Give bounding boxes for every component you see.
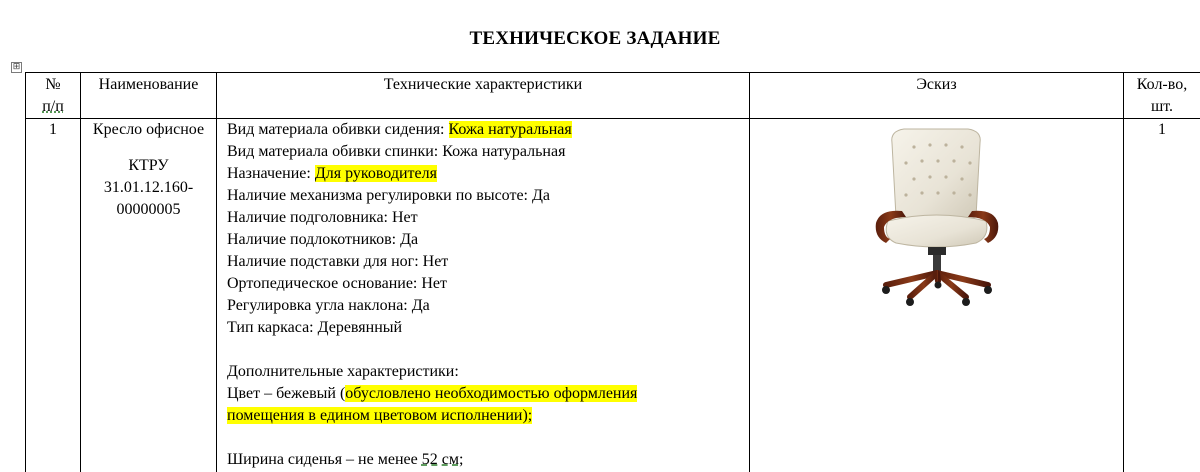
- table-move-handle-icon[interactable]: ⊞: [12, 62, 21, 72]
- row-num: 1: [49, 121, 57, 138]
- header-sketch: Эскиз: [916, 76, 957, 93]
- header-num-line1: №: [45, 76, 61, 93]
- row-sketch: [750, 119, 1123, 319]
- spec-frame: Тип каркаса: Деревянный: [227, 319, 403, 336]
- header-qty: [1124, 74, 1200, 118]
- spec-color-note: [227, 405, 747, 427]
- document-title: ТЕХНИЧЕСКОЕ ЗАДАНИЕ: [469, 28, 721, 49]
- spec-seat-material: Вид материала обивки сидения: Кожа натуральная: [227, 121, 572, 138]
- header-num: [26, 74, 80, 118]
- spec-extra-heading: Дополнительные характеристики:: [227, 363, 459, 380]
- header-name: Наименование: [98, 76, 199, 93]
- spec-seat-width: Ширина сиденья – не менее 52 см;: [227, 451, 464, 468]
- ktru-label: КТРУ: [128, 157, 169, 174]
- spec-footrest: Наличие подставки для ног: Нет: [227, 253, 449, 270]
- header-num-line2: п/п: [42, 98, 64, 115]
- highlighted-value: помещения в едином цветовом исполнении);: [227, 407, 533, 424]
- header-qty-line2: шт.: [1150, 98, 1174, 115]
- table-border: [216, 72, 217, 472]
- spec-armrests: Наличие подлокотников: Да: [227, 231, 419, 248]
- row-qty: 1: [1158, 121, 1166, 138]
- highlighted-value: Для руководителя: [314, 165, 437, 182]
- header-qty-line1: Кол-во,: [1136, 76, 1188, 93]
- highlighted-value: обусловлено необходимостью оформления: [345, 385, 638, 402]
- spec-orthopedic: Ортопедическое основание: Нет: [227, 275, 448, 292]
- header-specs: Технические характеристики: [383, 76, 583, 93]
- highlighted-value: Кожа натуральная: [448, 121, 572, 138]
- row-name: [81, 119, 216, 221]
- spec-height-adjust: Наличие механизма регулировки по высоте: Да: [227, 187, 551, 204]
- office-chair-image: [872, 125, 1002, 310]
- row-specs: [227, 119, 747, 471]
- spec-tilt: Регулировка угла наклона: Да: [227, 297, 430, 314]
- spec-purpose: Назначение: Для руководителя: [227, 165, 437, 182]
- table-border: [25, 72, 1200, 73]
- ktru-code-line2: 00000005: [116, 201, 181, 218]
- spec-headrest: Наличие подголовника: Нет: [227, 209, 418, 226]
- ktru-code-line1: 31.01.12.160-: [103, 179, 194, 196]
- spec-color: Цвет – бежевый (обусловлено необходимостью оформления: [227, 385, 638, 402]
- spec-back-material: Вид материала обивки спинки: Кожа натуральная: [227, 143, 566, 160]
- product-name: Кресло офисное: [92, 121, 205, 138]
